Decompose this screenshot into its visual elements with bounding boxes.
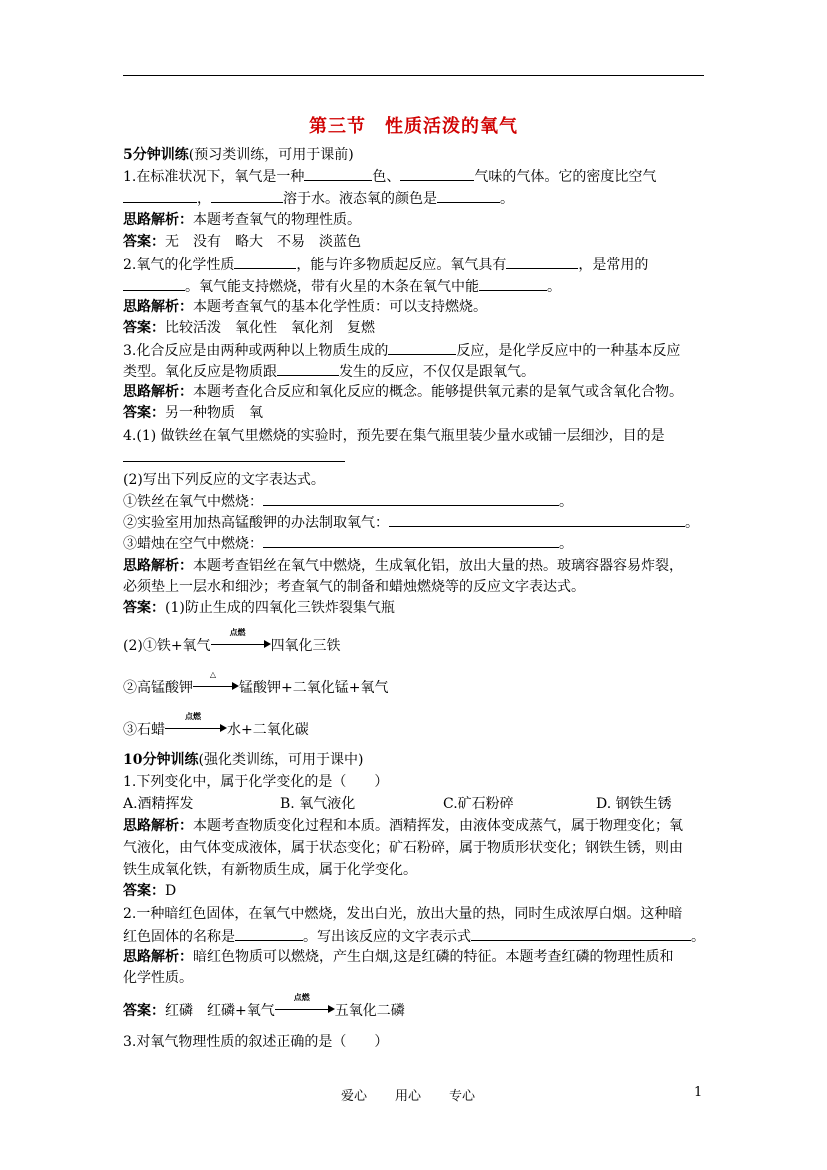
answer-text: D [165,883,177,899]
question-text: ①铁丝在氧气中燃烧： [123,494,263,510]
question-text: 。氧气能支持燃烧，带有火星的木条在氧气中能 [185,279,479,295]
answer-label: 答案： [123,405,165,421]
explanation-text: 暗红色物质可以燃烧，产生白烟,这是红磷的特征。本题考查红磷的物理性质和 [193,949,674,965]
answer [123,232,361,252]
answer-blank [263,491,559,506]
question-line [123,533,573,554]
footer-text: 用心 [395,1089,422,1104]
answer-label: 答案： [123,234,165,250]
question-line [123,904,682,924]
header-rule [123,75,704,76]
question-text: 1.在标准状况下，氧气是一种 [123,169,305,185]
explanation [123,297,487,317]
question-line [123,491,573,512]
equation-products: 锰酸钾+二氧化锰+氧气 [239,680,389,696]
answer-blank [123,447,345,462]
question-text: 2.氧气的化学性质 [123,257,235,273]
explanation [123,860,417,880]
question-text: ， [197,191,211,207]
explanation-text: 本题考查物质变化过程和本质。酒精挥发，由液体变成蒸气，属于物理变化；氧 [193,818,683,834]
question-line [123,276,561,297]
question-line [123,926,705,947]
answer-blank [123,276,185,291]
question-text: 1.下列变化中，属于化学变化的是（ ） [123,774,389,790]
page-number: 1 [694,1085,703,1100]
answer-blank [211,188,283,203]
explanation [123,947,673,967]
answer-text: 比较活泼 氧化性 氧化剂 复燃 [165,320,375,336]
explanation [123,556,683,576]
reaction-condition: 点燃 [185,711,201,721]
explanation [123,838,683,858]
equation-products: 四氧化三铁 [270,638,341,654]
answer-label: 答案： [123,600,165,616]
answer [123,881,176,901]
question-line [123,470,325,490]
question-line [123,426,665,446]
section-note: (预习类训练，可用于课前) [188,147,354,163]
section-heading [123,750,363,770]
reaction-arrow-icon [193,669,239,692]
reaction-arrow-icon [275,992,335,1015]
question-text: (2)写出下列反应的文字表达式。 [123,472,325,488]
explanation-label: 思路解析： [123,949,193,965]
answer-blank [400,166,474,181]
question-line [123,188,514,209]
explanation [123,382,683,402]
answer-text: 无 没有 略大 不易 淡蓝色 [165,234,361,250]
explanation-text: 铁生成氧化铁，有新物质生成，属于化学变化。 [123,862,417,878]
question-text: ，是常用的 [578,257,649,273]
question-text: 发生的反应，不仅仅是跟氧气。 [339,364,535,380]
answer-blank [123,188,197,203]
answer-blank [506,254,578,269]
question-text: 。写出该反应的文字表示式 [303,929,471,945]
answer-text: 另一种物质 氧 [165,405,263,421]
question-line [123,254,648,275]
equation [123,711,309,740]
reaction-condition: 点燃 [293,992,310,1002]
answer-label: 答案： [123,320,165,336]
page-title: 第三节 性质活泼的氧气 [309,116,518,137]
reaction-arrow-icon [165,711,227,734]
explanation-text: 化学性质。 [123,970,193,986]
explanation-text: 本题考查氧气的基本化学性质：可以支持燃烧。 [193,299,487,315]
explanation [123,210,361,230]
explanation-label: 思路解析： [123,212,193,228]
answer [123,403,263,423]
answer [123,598,395,618]
option-a: A.酒精挥发 [123,796,194,812]
question-text: 。 [685,515,699,531]
question-text: ③蜡烛在空气中燃烧： [123,536,263,552]
reaction-condition: △ [209,669,217,679]
option-b: B. 氧气液化 [280,796,356,812]
question-text: 2.一种暗红色固体，在氧气中燃烧，发出白光，放出大量的热，同时生成浓厚白烟。这种暗 [123,906,683,922]
explanation [123,577,585,597]
question-line [123,340,680,361]
question-text: 气味的气体。它的密度比空气 [474,169,657,185]
question-text: 溶于水。液态氧的颜色是 [283,191,437,207]
equation-reactants: ②高锰酸钾 [123,680,193,696]
equation-reactants: (2)①铁+氧气 [123,638,211,654]
explanation-text: 本题考查铝丝在氧气中燃烧，生成氧化铝，放出大量的热。玻璃容器容易炸裂， [193,558,683,574]
explanation-text: 本题考查氧气的物理性质。 [193,212,361,228]
answer-text: 红磷 红磷+氧气 [165,1003,275,1019]
section-note: (强化类训练，可用于课中) [198,752,364,768]
reaction-arrow-icon [211,627,271,650]
answer-blank [277,361,339,376]
explanation-text: 本题考查化合反应和氧化反应的概念。能够提供氧元素的是氧气或含氧化合物。 [193,384,683,400]
explanation [123,816,683,836]
question-text: 红色固体的名称是 [123,929,235,945]
footer-text: 爱心 [341,1089,368,1104]
explanation-text: 必须垫上一层水和细沙；考查氧气的制备和蜡烛燃烧等的反应文字表达式。 [123,579,585,595]
question-text: ，能与许多物质起反应。氧气具有 [296,257,507,273]
section-title: 10分钟训练 [123,752,199,768]
question-line [123,361,535,382]
equation-products: 水+二氧化碳 [227,722,309,738]
question-line [123,166,656,187]
answer-blank [388,340,456,355]
option-d: D. 钢铁生锈 [596,796,672,812]
equation [123,627,341,656]
answer-text: (1)防止生成的四氧化三铁炸裂集气瓶 [165,600,395,616]
answer-blank [304,166,372,181]
explanation [123,968,193,988]
question-text: 4.(1) 做铁丝在氧气里燃烧的实验时，预先要在集气瓶里装少量水或铺一层细沙，目的是 [123,428,665,444]
explanation-label: 思路解析： [123,818,193,834]
explanation-text: 气液化，由气体变成液体，属于状态变化；矿石粉碎，属于物质形状变化；钢铁生锈，则由 [123,840,683,856]
answer-text: 五氧化二磷 [334,1003,405,1019]
question-text: 。 [500,191,514,207]
answer-blank [479,276,547,291]
question-line [123,512,699,533]
question-text: 类型。氧化反应是物质跟 [123,364,277,380]
answer [123,992,405,1021]
equation [123,669,389,698]
answer-blank [235,926,303,941]
question-line [123,772,388,792]
footer-text: 专心 [449,1089,476,1104]
question-text: 。 [547,279,561,295]
option-c: C.矿石粉碎 [443,796,514,812]
question-text: 3.化合反应是由两种或两种以上物质生成的 [123,343,389,359]
question-text: 反应，是化学反应中的一种基本反应 [456,343,681,359]
answer-blank [389,512,685,527]
question-text: ②实验室用加热高锰酸钾的办法制取氧气： [123,515,389,531]
answer-label: 答案： [123,1003,165,1019]
question-text: 3.对氧气物理性质的叙述正确的是（ ） [123,1034,389,1050]
answer-blank [471,926,691,941]
explanation-label: 思路解析： [123,299,193,315]
reaction-condition: 点燃 [229,627,246,637]
explanation-label: 思路解析： [123,384,193,400]
question-line [123,447,345,468]
question-text: 。 [559,536,573,552]
answer-blank [234,254,296,269]
explanation-label: 思路解析： [123,558,193,574]
question-text: 。 [691,929,705,945]
section-title: 5分钟训练 [123,147,189,163]
answer-label: 答案： [123,883,165,899]
section-heading [123,145,354,165]
answer [123,318,375,338]
question-text: 色、 [372,169,401,185]
page-footer [341,1085,503,1104]
question-text: 。 [559,494,573,510]
answer-blank [263,533,559,548]
answer-blank [437,188,500,203]
equation-reactants: ③石蜡 [123,722,165,738]
question-line [123,1032,388,1052]
